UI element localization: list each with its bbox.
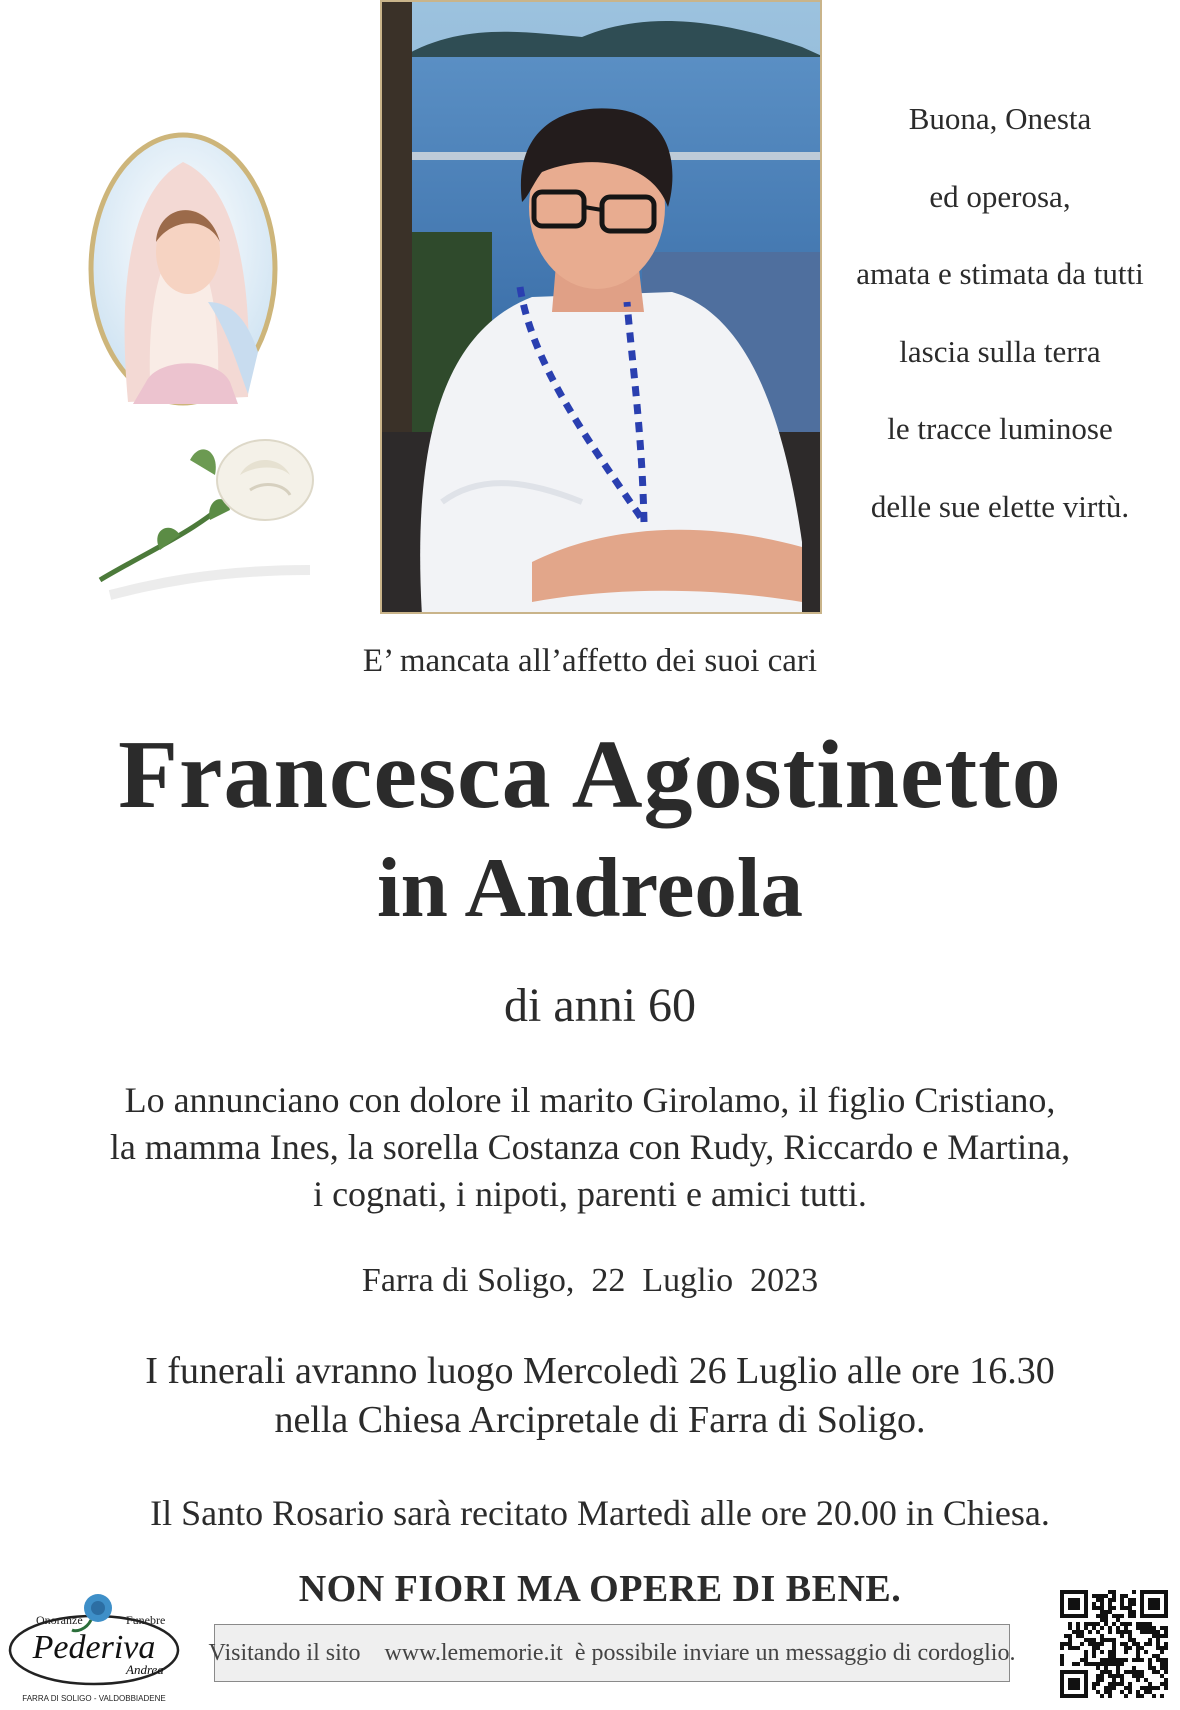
logo-bottom: FARRA DI SOLIGO - VALDOBBIADENE (22, 1694, 166, 1703)
deceased-married-name: in Andreola (377, 841, 803, 935)
intro-text: E’ mancata all’affetto dei suoi cari (362, 643, 818, 679)
poem-line: Buona, Onesta (908, 101, 1092, 136)
place-date-text: Farra di Soligo, 22 Luglio 2023 (361, 1262, 819, 1299)
funeral-block (0, 1347, 1180, 1445)
funeral-home-logo (6, 1590, 186, 1705)
portrait-photo (380, 0, 822, 614)
deceased-name: Francesca Agostinetto (118, 721, 1062, 829)
logo-top-right: Funebre (126, 1613, 166, 1627)
poem-line: amata e stimata da tutti (856, 256, 1144, 291)
no-flowers-text: NON FIORI MA OPERE DI BENE. (298, 1568, 902, 1610)
poem-block (830, 80, 1170, 545)
poem-line: delle sue elette virtù. (870, 488, 1130, 524)
condolence-note (208, 1624, 1016, 1682)
place-date (0, 1262, 1180, 1300)
poem-line: le tracce luminose (887, 411, 1113, 446)
note-suffix: è possibile inviare un messaggio di cordoglio. (574, 1639, 1016, 1666)
site-link[interactable]: www.lememorie.it (384, 1639, 563, 1666)
announcement-line: i cognati, i nipoti, parenti e amici tutti. (313, 1174, 867, 1214)
poem-line: ed operosa, (929, 178, 1071, 214)
age-text: di anni 60 (504, 979, 696, 1032)
announcement-line: Lo annunciano con dolore il marito Girolamo, il figlio Cristiano, (124, 1080, 1056, 1120)
madonna-oval-image (88, 132, 278, 407)
logo-name: Pederiva (32, 1629, 156, 1666)
rosary-text: Il Santo Rosario sarà recitato Martedì alle ore 20.00 in Chiesa. (150, 1493, 1050, 1533)
announcement-block (0, 1077, 1180, 1218)
funeral-line: I funerali avranno luogo Mercoledì 26 Luglio alle ore 16.30 (145, 1350, 1055, 1392)
poem-line: lascia sulla terra (899, 333, 1101, 369)
logo-sub: Andrea (126, 1662, 164, 1677)
funeral-line: nella Chiesa Arcipretale di Farra di Soligo. (274, 1399, 926, 1441)
note-prefix: Visitando il sito (208, 1639, 361, 1666)
white-rose-image (90, 420, 350, 620)
logo-top-left: Onoranze (36, 1613, 83, 1627)
qr-code[interactable] (1060, 1590, 1168, 1698)
announcement-line: la mamma Ines, la sorella Costanza con Rudy, Riccardo e Martina, (109, 1127, 1071, 1167)
